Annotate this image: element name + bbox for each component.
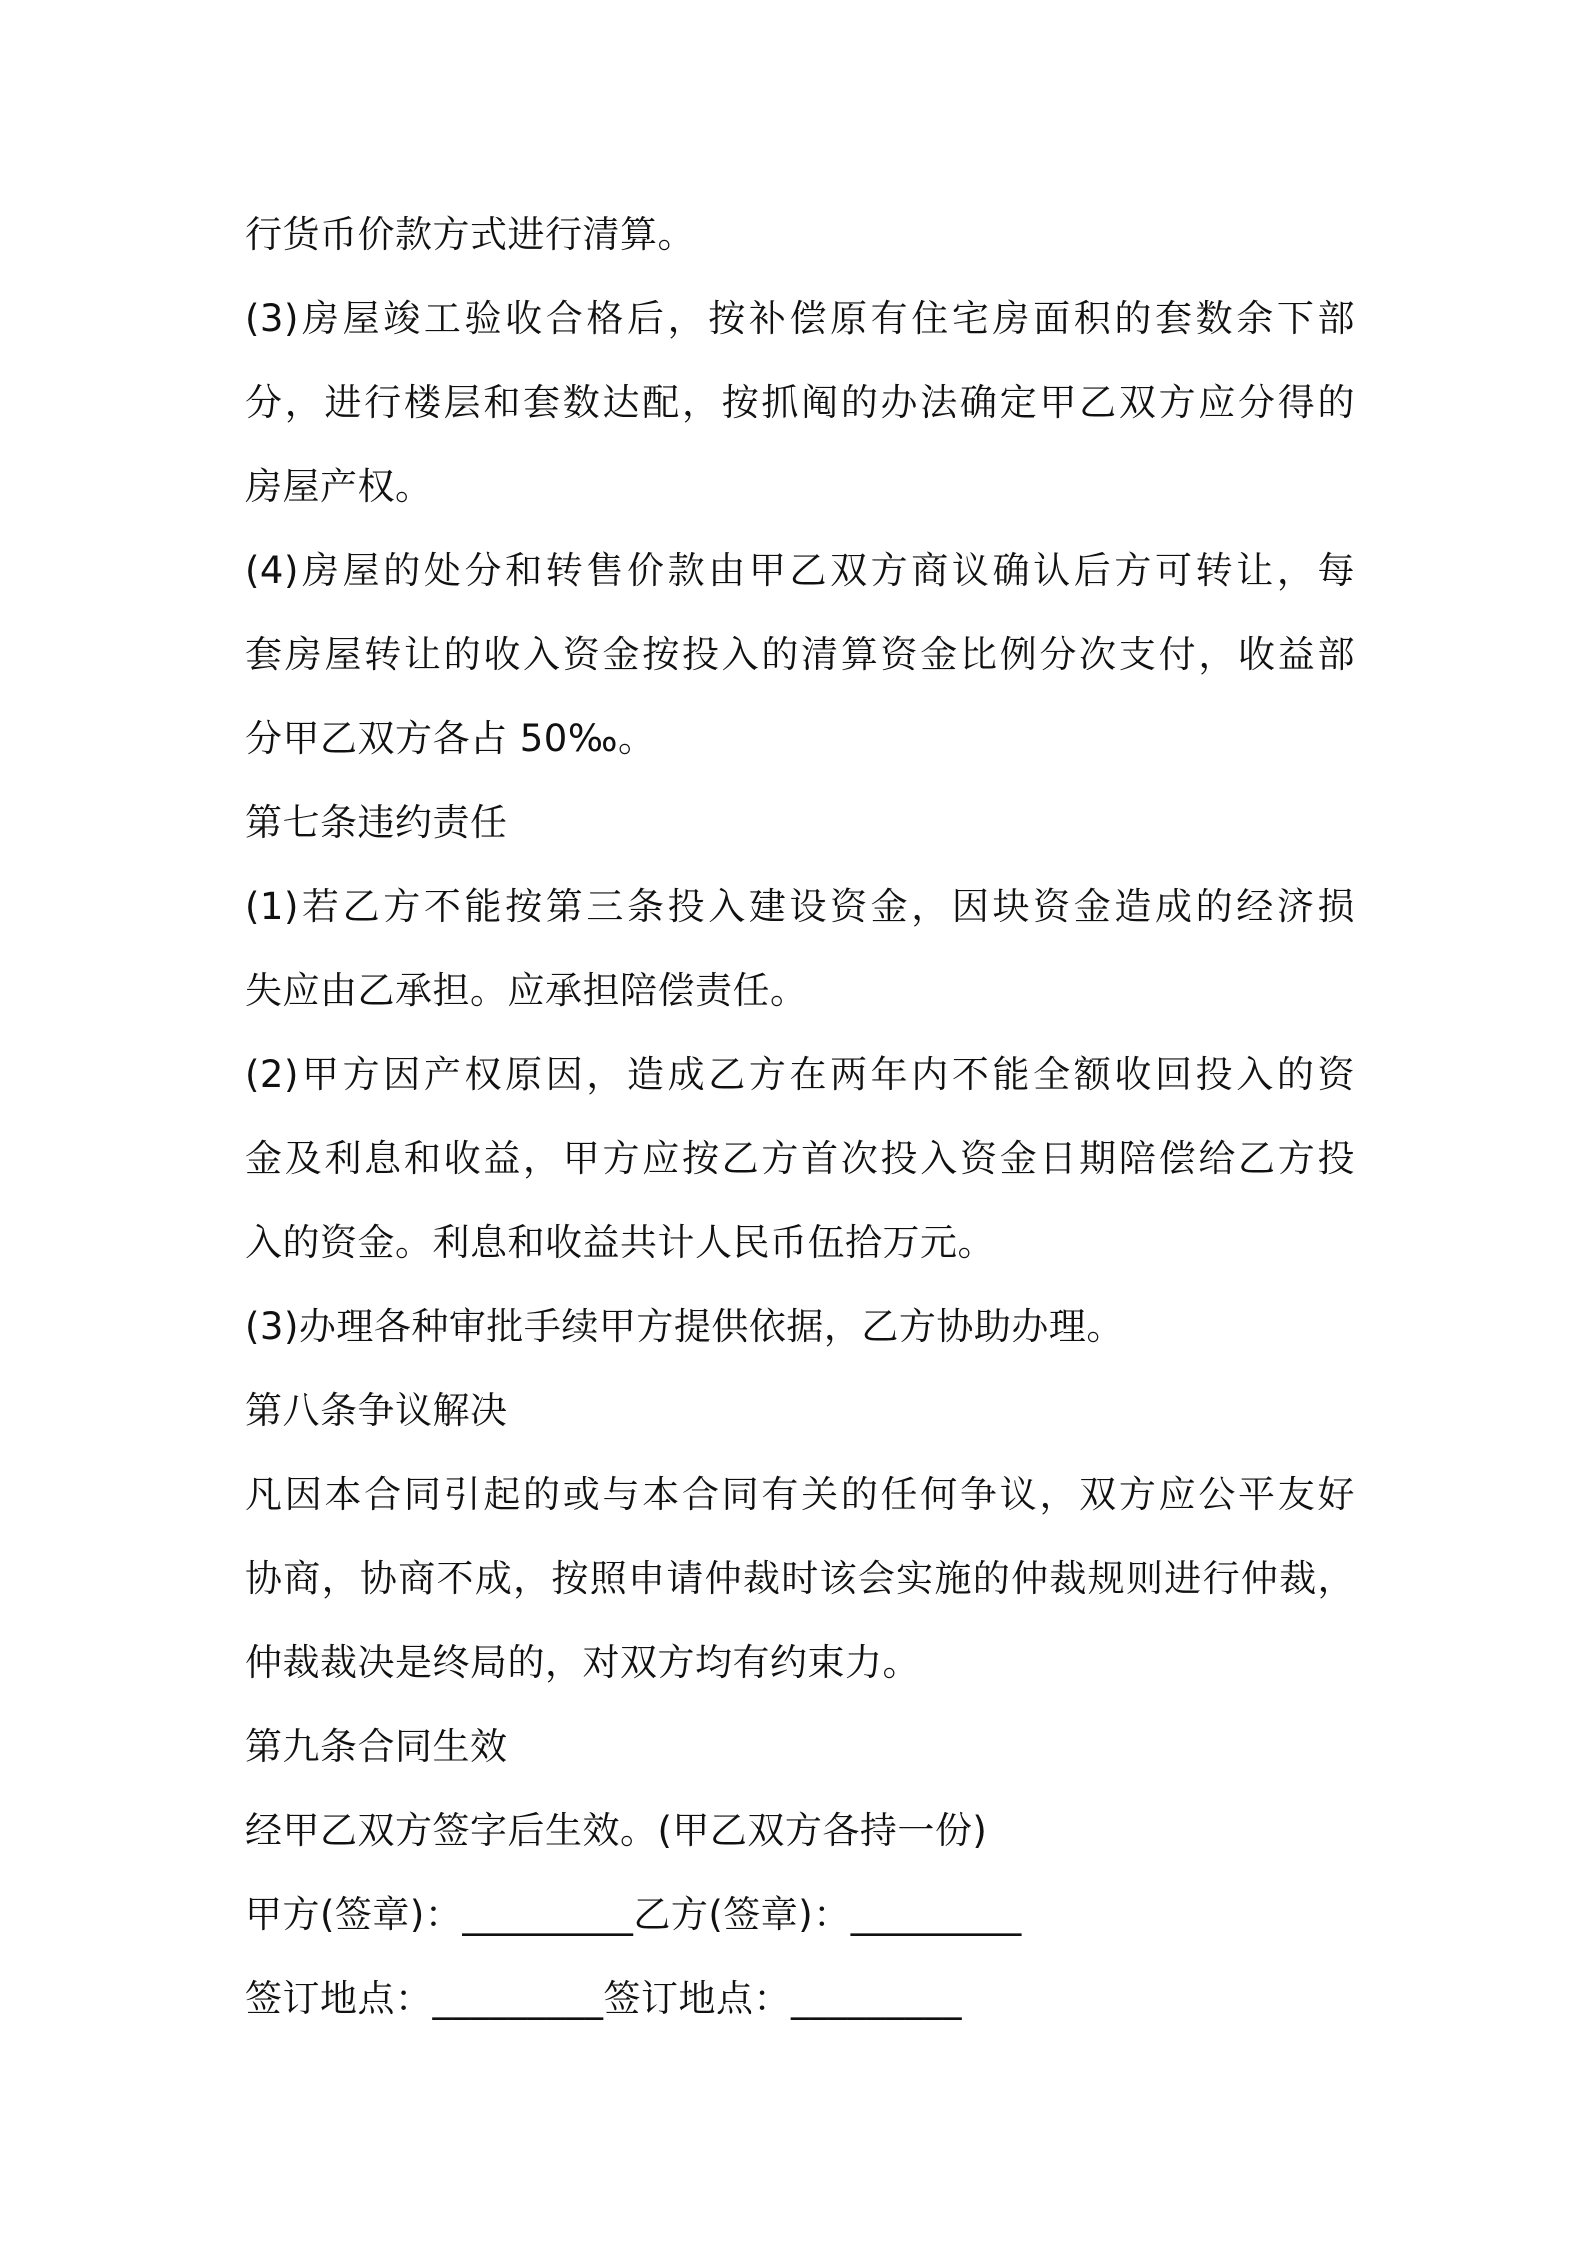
paragraph-8-line-1: 经甲乙双方签字后生效。(甲乙双方各持一份) xyxy=(245,1809,988,1852)
paragraph-3-line-3: 分甲乙双方各占 50‰。 xyxy=(245,717,656,760)
article-7-title: 第七条违约责任 xyxy=(245,801,508,844)
paragraph-2-line-1: (3)房屋竣工验收合格后，按补偿原有住宅房面积的套数余下部 xyxy=(245,297,1355,340)
paragraph-4-line-1: (1)若乙方不能按第三条投入建设资金，因块资金造成的经济损 xyxy=(245,885,1355,928)
paragraph-2-line-2: 分，进行楼层和套数达配，按抓阄的办法确定甲乙双方应分得的 xyxy=(245,381,1355,424)
paragraph-4-line-2: 失应由乙承担。应承担陪偿责任。 xyxy=(245,969,808,1012)
signature-line: 甲方(签章)：_________乙方(签章)：_________ xyxy=(245,1893,1022,1936)
paragraph-5-line-1: (2)甲方因产权原因，造成乙方在两年内不能全额收回投入的资 xyxy=(245,1053,1355,1096)
article-8-title: 第八条争议解决 xyxy=(245,1389,508,1432)
paragraph-7-line-3: 仲裁裁决是终局的，对双方均有约束力。 xyxy=(245,1641,920,1684)
paragraph-6-line-1: (3)办理各种审批手续甲方提供依据，乙方协助办理。 xyxy=(245,1305,1124,1348)
paragraph-2-line-3: 房屋产权。 xyxy=(245,465,433,508)
document-content xyxy=(245,193,1355,2041)
location-line: 签订地点：_________签订地点：_________ xyxy=(245,1977,962,2020)
paragraph-5-line-3: 入的资金。利息和收益共计人民币伍拾万元。 xyxy=(245,1221,995,1264)
paragraph-7-line-1: 凡因本合同引起的或与本合同有关的任何争议，双方应公平友好 xyxy=(245,1473,1355,1516)
paragraph-5-line-2: 金及利息和收益，甲方应按乙方首次投入资金日期陪偿给乙方投 xyxy=(245,1137,1355,1180)
paragraph-3-line-1: (4)房屋的处分和转售价款由甲乙双方商议确认后方可转让，每 xyxy=(245,549,1355,592)
paragraph-7-line-2: 协商，协商不成，按照申请仲裁时该会实施的仲裁规则进行仲裁， xyxy=(245,1557,1355,1600)
paragraph-1-line-1: 行货币价款方式进行清算。 xyxy=(245,213,695,256)
paragraph-3-line-2: 套房屋转让的收入资金按投入的清算资金比例分次支付，收益部 xyxy=(245,633,1355,676)
article-9-title: 第九条合同生效 xyxy=(245,1725,508,1768)
